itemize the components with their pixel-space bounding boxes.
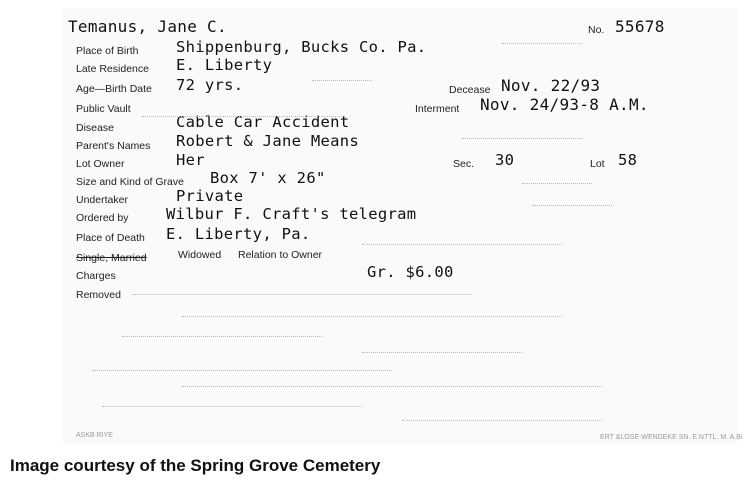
place-of-birth-value: Shippenburg, Bucks Co. Pa.	[176, 38, 427, 56]
interment-label: Interment	[415, 103, 460, 115]
place-of-death-value: E. Liberty, Pa.	[166, 225, 311, 243]
form-rule	[132, 294, 472, 295]
undertaker-value: Private	[176, 187, 244, 205]
section-value: 30	[495, 151, 515, 169]
disease-value: Cable Car Accident	[176, 113, 350, 131]
public-vault-label: Public Vault	[76, 103, 131, 115]
age-birth-date-value: 72 yrs.	[176, 76, 244, 94]
size-kind-grave-value: Box 7' x 26"	[210, 169, 326, 187]
form-rule	[362, 244, 562, 245]
form-rule	[102, 406, 362, 407]
interment-value: Nov. 24/93-8 A.M.	[480, 95, 649, 114]
record-number-label: No.	[588, 24, 605, 36]
charges-label: Charges	[76, 270, 116, 282]
place-of-death-label: Place of Death	[76, 232, 145, 244]
form-rule	[92, 370, 392, 371]
card-footer-left: ASKB RIYE	[76, 432, 113, 439]
marital-status-label: Widowed	[178, 249, 222, 261]
deceased-name: Temanus, Jane C.	[68, 17, 227, 36]
age-birth-date-label: Age—Birth Date	[76, 83, 152, 95]
removed-label: Removed	[76, 289, 121, 301]
burial-record-card	[62, 8, 743, 444]
form-rule	[462, 138, 582, 139]
charges-value: Gr. $6.00	[367, 263, 454, 281]
disease-label: Disease	[76, 122, 114, 134]
form-rule	[182, 386, 602, 387]
size-kind-grave-label: Size and Kind of Grave	[76, 176, 184, 188]
parents-names-value: Robert & Jane Means	[176, 132, 360, 150]
form-rule	[122, 336, 322, 337]
image-credit-caption: Image courtesy of the Spring Grove Cemetery	[10, 456, 381, 475]
record-number: 55678	[615, 17, 665, 36]
lot-label: Lot	[590, 158, 605, 170]
card-footer-right: ERT &LOSE-WENDEKE SN. E.NTTL. M. A.Bi	[600, 434, 743, 441]
form-rule	[402, 420, 602, 421]
late-residence-value: E. Liberty	[176, 56, 273, 74]
marital-struck-label: Single, Married	[76, 252, 147, 264]
relation-to-owner-label: Relation to Owner	[238, 249, 323, 261]
lot-owner-label: Lot Owner	[76, 158, 125, 170]
form-rule	[142, 116, 342, 117]
ordered-by-value: Wilbur F. Craft's telegram	[166, 205, 417, 223]
ordered-by-label: Ordered by	[76, 212, 129, 224]
form-rule	[182, 316, 562, 317]
lot-value: 58	[618, 151, 638, 169]
form-rule	[522, 183, 592, 184]
undertaker-label: Undertaker	[76, 194, 128, 206]
decease-value: Nov. 22/93	[501, 76, 601, 95]
place-of-birth-label: Place of Birth	[76, 45, 139, 57]
form-rule	[532, 205, 612, 206]
form-rule	[502, 43, 582, 44]
parents-names-label: Parent's Names	[76, 140, 151, 152]
form-rule	[362, 352, 522, 353]
decease-label: Decease	[449, 84, 491, 96]
form-rule	[312, 80, 372, 81]
late-residence-label: Late Residence	[76, 63, 149, 75]
section-label: Sec.	[453, 158, 475, 170]
lot-owner-value: Her	[176, 151, 205, 169]
